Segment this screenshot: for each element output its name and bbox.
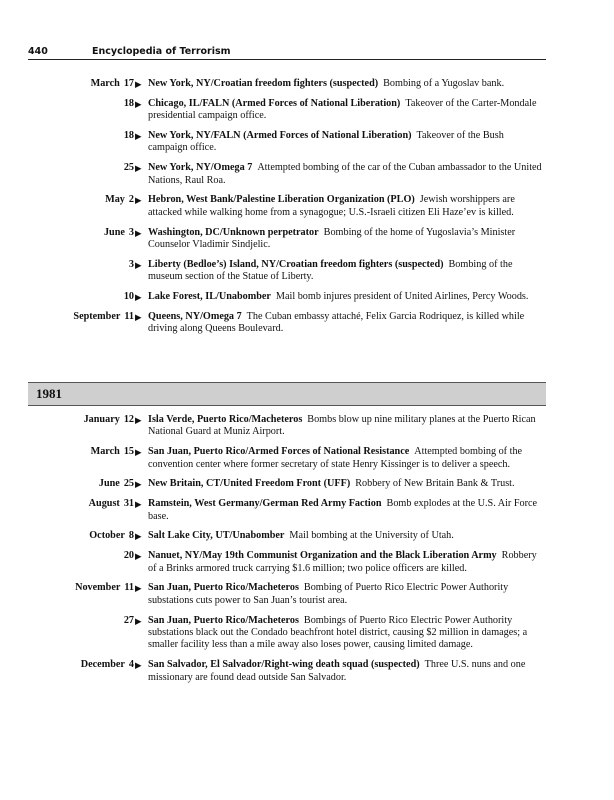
entry-date bbox=[124, 130, 134, 142]
entry-text bbox=[148, 130, 543, 155]
entry-description: Mail bomb injures president of United Airlines, Percy Woods. bbox=[275, 291, 529, 303]
entry-date bbox=[91, 78, 134, 90]
bullet-arrow-icon: ▶ bbox=[135, 79, 142, 89]
entry-day: 10 bbox=[123, 291, 134, 303]
entry-description: Bombing of a Yugoslav bank. bbox=[383, 78, 505, 89]
year-heading-band bbox=[28, 382, 546, 406]
entry-day: 11 bbox=[124, 582, 134, 594]
entry-month: December bbox=[80, 659, 125, 671]
entry-location: Hebron, West Bank/Palestine Liberation Organization (PLO) bbox=[148, 194, 415, 206]
entry-month: March bbox=[90, 446, 120, 458]
entry-date bbox=[129, 259, 134, 271]
bullet-arrow-icon: ▶ bbox=[135, 292, 142, 303]
page-header bbox=[28, 44, 546, 60]
entry-day: 27 bbox=[123, 614, 134, 626]
entry-date bbox=[124, 615, 134, 627]
entry-description: Three U.S. nuns and one missionary are found dead outside San Salvador. bbox=[148, 659, 526, 683]
entry-date bbox=[73, 311, 134, 323]
entry-month: June bbox=[103, 226, 125, 238]
entry-location: Chicago, IL/FALN (Armed Forces of National Liberation) bbox=[148, 97, 401, 109]
entry-day: 25 bbox=[123, 478, 134, 490]
chronology-entry bbox=[0, 414, 614, 439]
entry-location: San Salvador, El Salvador/Right-wing death squad (suspected) bbox=[148, 659, 420, 671]
entry-text bbox=[148, 550, 543, 575]
entry-month: October bbox=[89, 530, 125, 542]
chronology-entry bbox=[0, 478, 614, 490]
entry-location: Isla Verde, Puerto Rico/Macheteros bbox=[148, 414, 303, 425]
chronology-entry bbox=[0, 582, 614, 607]
entry-text bbox=[148, 478, 543, 490]
entry-day: 17 bbox=[123, 78, 134, 89]
entry-date bbox=[99, 478, 134, 490]
entry-description: Bomb explodes at the U.S. Air Force base. bbox=[148, 498, 538, 522]
entries-section-1 bbox=[0, 78, 614, 343]
page-number: 440 bbox=[28, 46, 48, 57]
entry-date bbox=[104, 227, 134, 239]
entry-location: Liberty (Bedloe’s) Island, NY/Croatian freedom fighters (suspected) bbox=[148, 258, 444, 270]
entry-text bbox=[148, 582, 543, 607]
chronology-entry bbox=[0, 98, 614, 123]
entry-text bbox=[148, 259, 543, 284]
entry-location: San Juan, Puerto Rico/Armed Forces of National Resistance bbox=[148, 446, 410, 458]
entry-location: New York, NY/Croatian freedom fighters (suspected) bbox=[148, 78, 379, 89]
entry-date bbox=[124, 98, 134, 110]
entry-date bbox=[124, 162, 134, 174]
entry-text bbox=[148, 659, 543, 684]
entry-date bbox=[124, 291, 134, 303]
bullet-arrow-icon: ▶ bbox=[135, 660, 142, 671]
bullet-arrow-icon: ▶ bbox=[135, 311, 142, 322]
entry-day: 31 bbox=[123, 498, 134, 510]
entry-date bbox=[105, 194, 134, 206]
entry-date bbox=[89, 498, 134, 510]
entry-day: 3 bbox=[128, 258, 134, 270]
bullet-arrow-icon: ▶ bbox=[135, 551, 142, 562]
chronology-entry bbox=[0, 550, 614, 575]
entry-day: 18 bbox=[123, 97, 134, 109]
bullet-arrow-icon: ▶ bbox=[135, 131, 142, 141]
entry-day: 15 bbox=[123, 446, 134, 458]
entry-location: New Britain, CT/United Freedom Front (UFF) bbox=[148, 478, 351, 490]
entry-description: Bombing of the museum section of the Statue of Liberty. bbox=[148, 258, 513, 283]
chronology-entry bbox=[0, 78, 614, 90]
entry-location: Queens, NY/Omega 7 bbox=[148, 310, 242, 322]
entry-description: Takeover of the Carter-Mondale presidential campaign office. bbox=[148, 97, 537, 122]
entry-date bbox=[84, 414, 134, 426]
entry-day: 3 bbox=[128, 226, 134, 238]
entry-description: Mail bombing at the University of Utah. bbox=[289, 530, 454, 542]
entry-location: New York, NY/FALN (Armed Forces of National Liberation) bbox=[148, 130, 412, 141]
bullet-arrow-icon: ▶ bbox=[135, 447, 142, 458]
entry-month: May bbox=[105, 194, 125, 206]
entry-description: Bombing of the home of Yugoslavia’s Minister Counselor Vladimir Sindjelic. bbox=[148, 226, 516, 251]
bullet-arrow-icon: ▶ bbox=[135, 615, 142, 626]
entry-text bbox=[148, 78, 543, 90]
chronology-entry bbox=[0, 498, 614, 523]
entry-description: Robbery of New Britain Bank & Trust. bbox=[355, 478, 515, 490]
chronology-entry bbox=[0, 227, 614, 252]
entry-date bbox=[124, 550, 134, 562]
entry-text bbox=[148, 98, 543, 123]
entry-location: Washington, DC/Unknown perpetrator bbox=[148, 226, 319, 238]
entry-location: New York, NY/Omega 7 bbox=[148, 162, 253, 174]
entry-location: San Juan, Puerto Rico/Macheteros bbox=[148, 614, 299, 626]
entry-text bbox=[148, 414, 543, 439]
entry-description: Bombings of Puerto Rico Electric Power Authority substations black out the Condado beachfront hotel district, causing $2 million in damages; a smaller facility less than a mile away also loses power, causing limited damage. bbox=[148, 614, 528, 651]
book-title: Encyclopedia of Terrorism bbox=[92, 46, 231, 57]
year-heading: 1981 bbox=[36, 386, 62, 401]
entry-day: 25 bbox=[123, 162, 134, 174]
entry-text bbox=[148, 446, 543, 471]
entry-text bbox=[148, 194, 543, 219]
bullet-arrow-icon: ▶ bbox=[135, 499, 142, 510]
bullet-arrow-icon: ▶ bbox=[135, 259, 142, 270]
entry-location: San Juan, Puerto Rico/Macheteros bbox=[148, 582, 299, 594]
entry-text bbox=[148, 227, 543, 252]
chronology-entry bbox=[0, 530, 614, 542]
entry-text bbox=[148, 291, 543, 303]
entry-day: 20 bbox=[123, 550, 134, 562]
entry-description: Robbery of a Brinks armored truck carrying $1.6 million; two police officers are killed. bbox=[148, 550, 537, 574]
bullet-arrow-icon: ▶ bbox=[135, 163, 142, 174]
entry-day: 2 bbox=[128, 194, 134, 206]
entry-month: August bbox=[88, 498, 120, 510]
bullet-arrow-icon: ▶ bbox=[135, 98, 142, 109]
entry-day: 8 bbox=[128, 530, 134, 542]
entry-month: June bbox=[98, 478, 120, 490]
entry-day: 4 bbox=[128, 659, 134, 671]
entry-description: The Cuban embassy attaché, Felix Garcia Rodriquez, is killed while driving along Queens Boulevard. bbox=[148, 310, 525, 335]
entry-description: Attempted bombing of the convention center where former secretary of state Henry Kissinger is to deliver a speech. bbox=[148, 446, 523, 470]
chronology-entry bbox=[0, 130, 614, 155]
entry-date bbox=[75, 582, 134, 594]
entry-description: Takeover of the Bush campaign office. bbox=[148, 130, 504, 154]
entry-month: September bbox=[73, 310, 121, 322]
entry-description: Bombs blow up nine military planes at the Puerto Rican National Guard at Muniz Airport. bbox=[148, 414, 536, 438]
chronology-entry bbox=[0, 291, 614, 303]
chronology-entry bbox=[0, 259, 614, 284]
entry-date bbox=[89, 530, 134, 542]
entry-date bbox=[91, 446, 134, 458]
bullet-arrow-icon: ▶ bbox=[135, 583, 142, 594]
chronology-entry bbox=[0, 659, 614, 684]
entry-location: Nanuet, NY/May 19th Communist Organization and the Black Liberation Army bbox=[148, 550, 497, 562]
entry-description: Bombing of Puerto Rico Electric Power Authority substations cuts power to San Juan’s tourist area. bbox=[148, 582, 509, 606]
entry-text bbox=[148, 615, 543, 652]
entry-location: Salt Lake City, UT/Unabomber bbox=[148, 530, 285, 542]
entry-month: November bbox=[75, 582, 121, 594]
entry-description: Jewish worshippers are attacked while walking home from a synagogue; U.S.-Israeli citizen Eli Haze’ev is killed. bbox=[148, 194, 515, 218]
entry-description: Attempted bombing of the car of the Cuban ambassador to the United Nations, Raul Roa. bbox=[148, 162, 542, 186]
chronology-entry bbox=[0, 446, 614, 471]
entry-date bbox=[81, 659, 134, 671]
entry-location: Lake Forest, IL/Unabomber bbox=[148, 291, 271, 303]
entry-day: 18 bbox=[123, 130, 134, 141]
entry-day: 11 bbox=[124, 310, 134, 322]
entry-text bbox=[148, 311, 543, 336]
bullet-arrow-icon: ▶ bbox=[135, 415, 142, 425]
chronology-entry bbox=[0, 615, 614, 652]
bullet-arrow-icon: ▶ bbox=[135, 195, 142, 206]
header-rule bbox=[28, 59, 546, 60]
bullet-arrow-icon: ▶ bbox=[135, 479, 142, 490]
bullet-arrow-icon: ▶ bbox=[135, 531, 142, 542]
entry-text bbox=[148, 162, 543, 187]
entry-text bbox=[148, 530, 543, 542]
entry-month: January bbox=[83, 414, 120, 425]
chronology-entry bbox=[0, 311, 614, 336]
entry-text bbox=[148, 498, 543, 523]
chronology-entry bbox=[0, 194, 614, 219]
entries-section-2 bbox=[0, 414, 614, 691]
entry-location: Ramstein, West Germany/German Red Army Faction bbox=[148, 498, 382, 510]
entry-day: 12 bbox=[123, 414, 134, 425]
chronology-entry bbox=[0, 162, 614, 187]
entry-month: March bbox=[90, 78, 120, 89]
bullet-arrow-icon: ▶ bbox=[135, 227, 142, 238]
